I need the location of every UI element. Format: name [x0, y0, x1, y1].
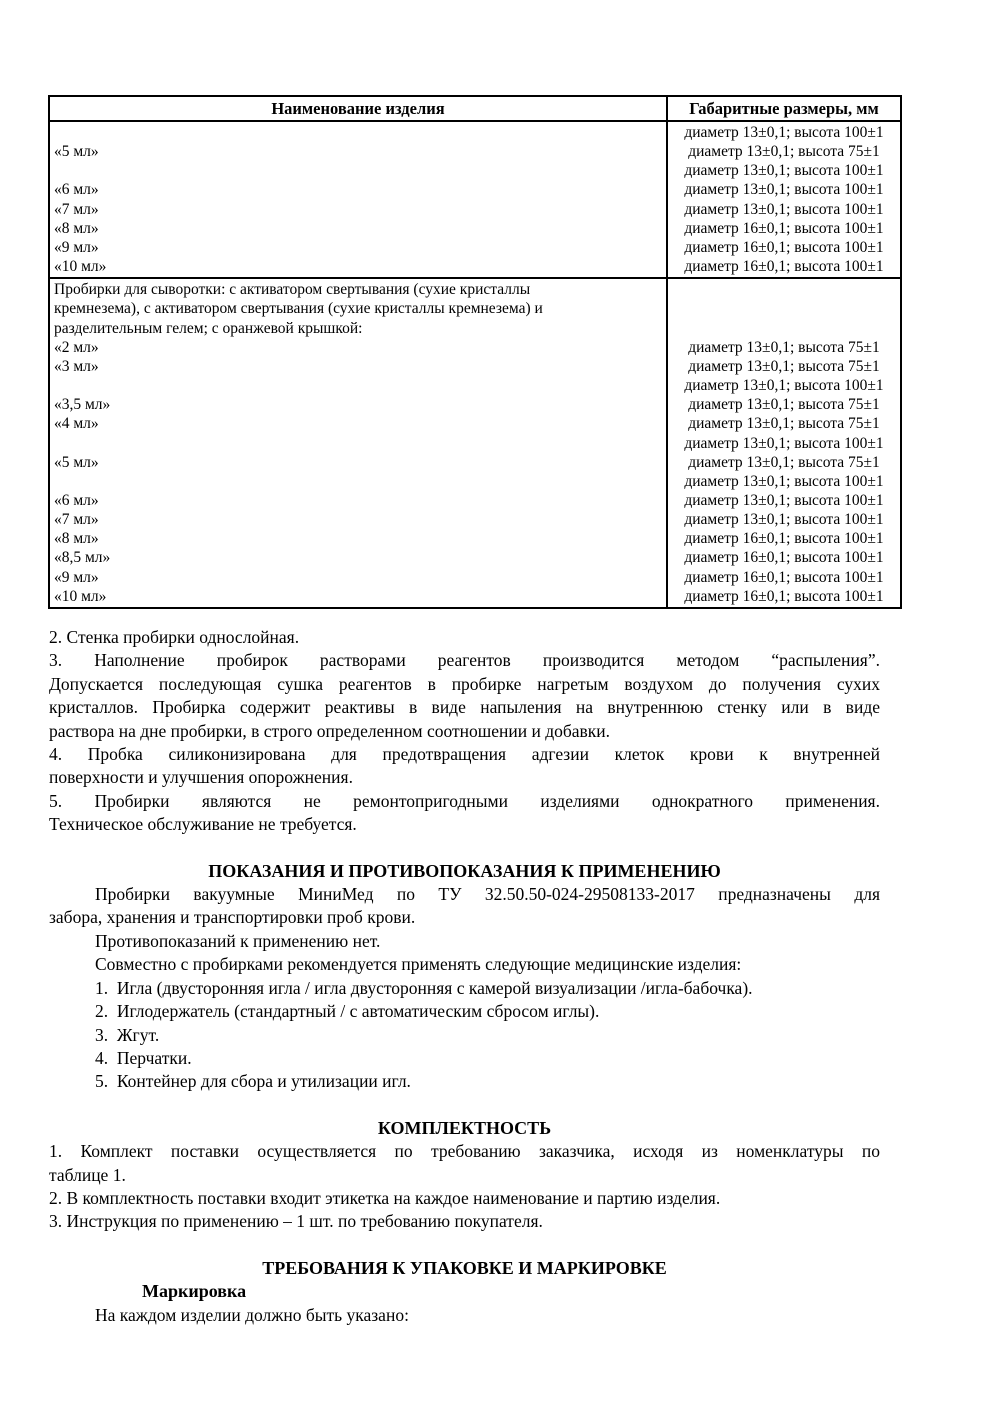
paragraph-completeness-3: 3. Инструкция по применению – 1 шт. по требованию покупателя. — [49, 1211, 543, 1232]
table-row-plain-tubes — [50, 122, 900, 277]
heading-indications: ПОКАЗАНИЯ И ПРОТИВОПОКАЗАНИЯ К ПРИМЕНЕНИЮ — [208, 860, 721, 881]
paragraph-completeness-2: 2. В комплектность поставки входит этикетка на каждое наименование и партию изделия. — [49, 1187, 721, 1208]
table-header-row — [50, 97, 900, 122]
paragraph-wall: 2. Стенка пробирки однослойная. — [49, 627, 300, 647]
recommended-devices-list: 1. Игла (двусторонняя игла / игла двусторонняя с камерой визуализации /игла-бабочка). 2. Иглодержатель (стандартный / с автоматическим сбросом иглы). 3. Жгут. 4. Перчатки. 5. Контейнер для сбора и утилизации игл. — [95, 977, 753, 1092]
table-header-product-name: Наименование изделия — [50, 97, 668, 120]
paragraph-marking-intro: На каждом изделии должно быть указано: — [95, 1304, 409, 1325]
product-table — [48, 95, 902, 609]
heading-completeness: КОМПЛЕКТНОСТЬ — [377, 1117, 552, 1138]
paragraph-purpose: Пробирки вакуумные МиниМед по ТУ 32.50.50-024-29508133-2017 предназначены для забора, хранения и транспортировки проб крови. — [49, 884, 880, 928]
document-body — [49, 626, 880, 1327]
table-cell-dimensions: диаметр 13±0,1; высота 100±1 диаметр 13±0,1; высота 75±1 диаметр 13±0,1; высота 100±1 диаметр 13±0,1; высота 100±1 диаметр 13±0,1; высота 100±1 диаметр 16±0,1; высота 100±1 диаметр 16±0,1; высота 100±1 диаметр 16±0,1; высота 100±1 — [684, 124, 884, 276]
subheading-marking: Маркировка — [142, 1281, 247, 1302]
paragraph-filling: 3. Наполнение пробирок растворами реагентов производится методом “распыления”. Допускается последующая сушка реагентов в пробирке нагретым воздухом до получения сухих кристаллов. Пробирка содержит реактивы в виде напыления на внутреннюю стенку или в виде раствора на дне пробирки, в строго определенном соотношении и добавки. — [49, 650, 880, 741]
paragraph-completeness-1: 1. Комплект поставки осуществляется по требованию заказчика, исходя из номенклатуры по таблице 1. — [49, 1141, 880, 1185]
paragraph-recommended: Совместно с пробирками рекомендуется применять следующие медицинские изделия: — [95, 954, 742, 975]
paragraph-contra: Противопоказаний к применению нет. — [95, 930, 381, 951]
table-cell-dimensions: диаметр 13±0,1; высота 75±1 диаметр 13±0,1; высота 75±1 диаметр 13±0,1; высота 100±1 диаметр 13±0,1; высота 75±1 диаметр 13±0,1; высота 75±1 диаметр 13±0,1; высота 100±1 диаметр 13±0,1; высота 75±1 диаметр 13±0,1; высота 100±1 диаметр 13±0,1; высота 100±1 диаметр 13±0,1; высота 100±1 диаметр 16±0,1; высота 100±1 диаметр 16±0,1; высота 100±1 диаметр 16±0,1; высота 100±1 диаметр 16±0,1; высота 100±1 — [684, 338, 884, 605]
table-header-dimensions: Габаритные размеры, мм — [689, 99, 879, 118]
table-row-serum-tubes — [50, 277, 900, 607]
table-cell-product-names: Пробирки для сыворотки: с активатором свертывания (сухие кристаллы кремнезема), с активатором свертывания (сухие кристаллы кремнезема) и разделительным гелем; с оранжевой крышкой: «2 мл» «3 мл» «3,5 мл» «4 мл» «5 мл» «6 мл» «7 мл» «8 мл» «8,5 мл» «9 мл» «10 мл» — [50, 279, 668, 607]
table-cell-product-names: «5 мл» «6 мл» «7 мл» «8 мл» «9 мл» «10 мл» — [50, 122, 668, 277]
paragraph-stopper: 4. Пробка силиконизирована для предотвращения адгезии клеток крови к внутренней поверхности и улучшения опорожнения. — [49, 744, 880, 788]
heading-packaging: ТРЕБОВАНИЯ К УПАКОВКЕ И МАРКИРОВКЕ — [262, 1257, 667, 1278]
paragraph-single-use: 5. Пробирки являются не ремонтопригодными изделиями однократного применения. Техническое обслуживание не требуется. — [49, 790, 880, 835]
